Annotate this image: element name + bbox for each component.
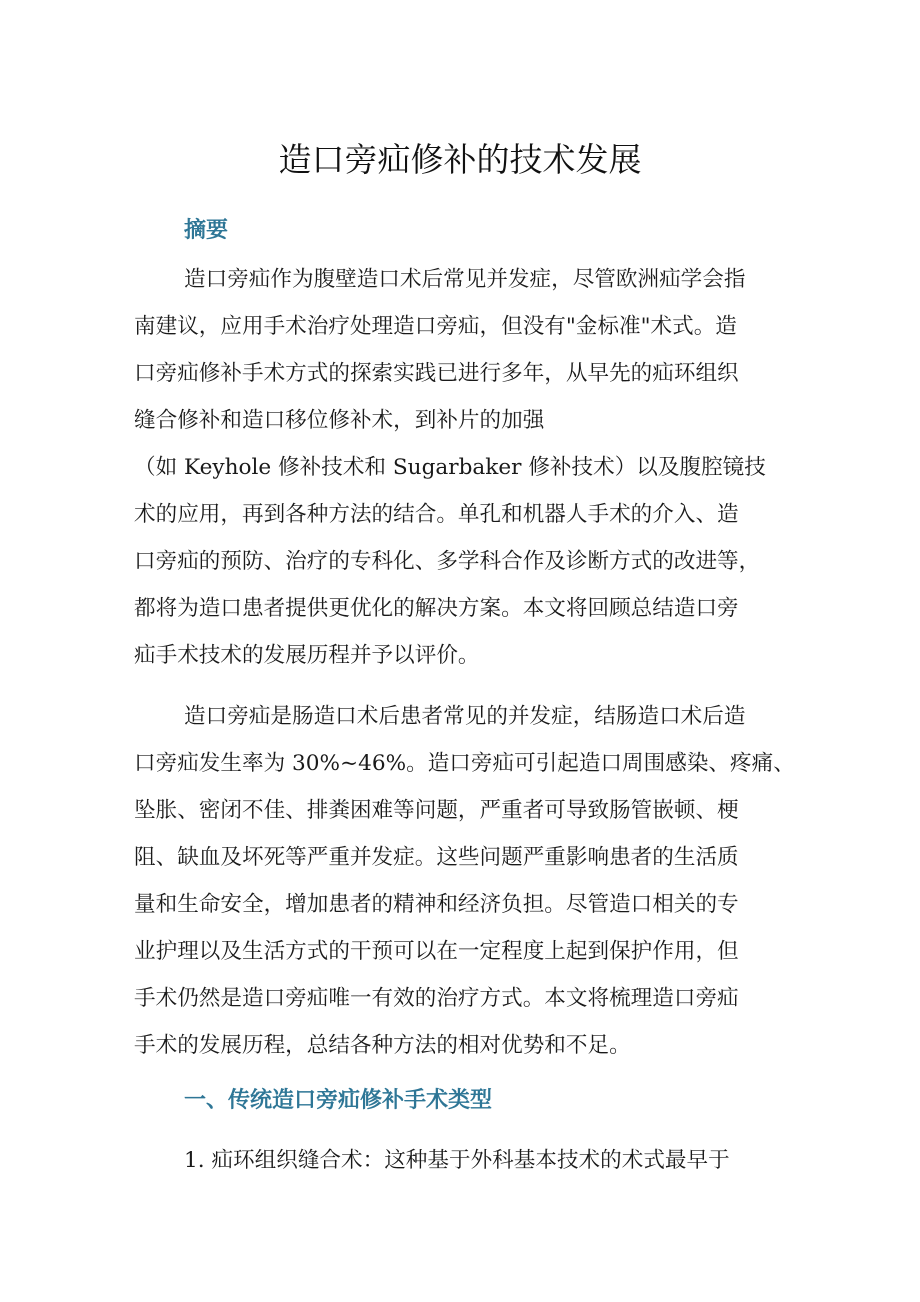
abstract-line: 口旁疝修补手术方式的探索实践已进行多年，从早先的疝环组织 — [134, 361, 739, 386]
intro-line: 阻、缺血及坏死等严重并发症。这些问题严重影响患者的生活质 — [134, 845, 739, 870]
intro-line: 造口旁疝是肠造口术后患者常见的并发症，结肠造口术后造 — [184, 704, 746, 729]
abstract-paragraph — [134, 256, 794, 679]
abstract-heading: 摘要 — [184, 218, 229, 243]
document-title: 造口旁疝修补的技术发展 — [278, 140, 642, 179]
abstract-line: 南建议，应用手术治疗处理造口旁疝，但没有"金标准"术式。造 — [134, 314, 737, 339]
numbered-item-line: 1. 疝环组织缝合术：这种基于外科基本技术的术式最早于 — [184, 1148, 730, 1173]
intro-line: 手术的发展历程，总结各种方法的相对优势和不足。 — [134, 1033, 631, 1058]
section-heading: 一、传统造口旁疝修补手术类型 — [184, 1088, 493, 1113]
intro-paragraph — [134, 693, 794, 1069]
abstract-line: （如 Keyhole 修补技术和 Sugarbaker 修补技术）以及腹腔镜技 — [134, 455, 766, 480]
abstract-line: 缝合修补和造口移位修补术，到补片的加强 — [134, 408, 545, 433]
intro-line: 业护理以及生活方式的干预可以在一定程度上起到保护作用，但 — [134, 939, 739, 964]
abstract-line: 口旁疝的预防、治疗的专科化、多学科合作及诊断方式的改进等， — [134, 549, 761, 574]
abstract-line: 术的应用，再到各种方法的结合。单孔和机器人手术的介入、造 — [134, 502, 739, 527]
intro-line: 手术仍然是造口旁疝唯一有效的治疗方式。本文将梳理造口旁疝 — [134, 986, 739, 1011]
intro-line: 量和生命安全，增加患者的精神和经济负担。尽管造口相关的专 — [134, 892, 739, 917]
abstract-line: 都将为造口患者提供更优化的解决方案。本文将回顾总结造口旁 — [134, 596, 739, 621]
intro-line: 口旁疝发生率为 30%~46%。造口旁疝可引起造口周围感染、疼痛、 — [134, 751, 795, 776]
intro-line: 坠胀、密闭不佳、排粪困难等问题，严重者可导致肠管嵌顿、梗 — [134, 798, 739, 823]
numbered-item — [134, 1137, 794, 1184]
abstract-line: 疝手术技术的发展历程并予以评价。 — [134, 643, 480, 668]
abstract-line: 造口旁疝作为腹壁造口术后常见并发症，尽管欧洲疝学会指 — [184, 267, 746, 292]
